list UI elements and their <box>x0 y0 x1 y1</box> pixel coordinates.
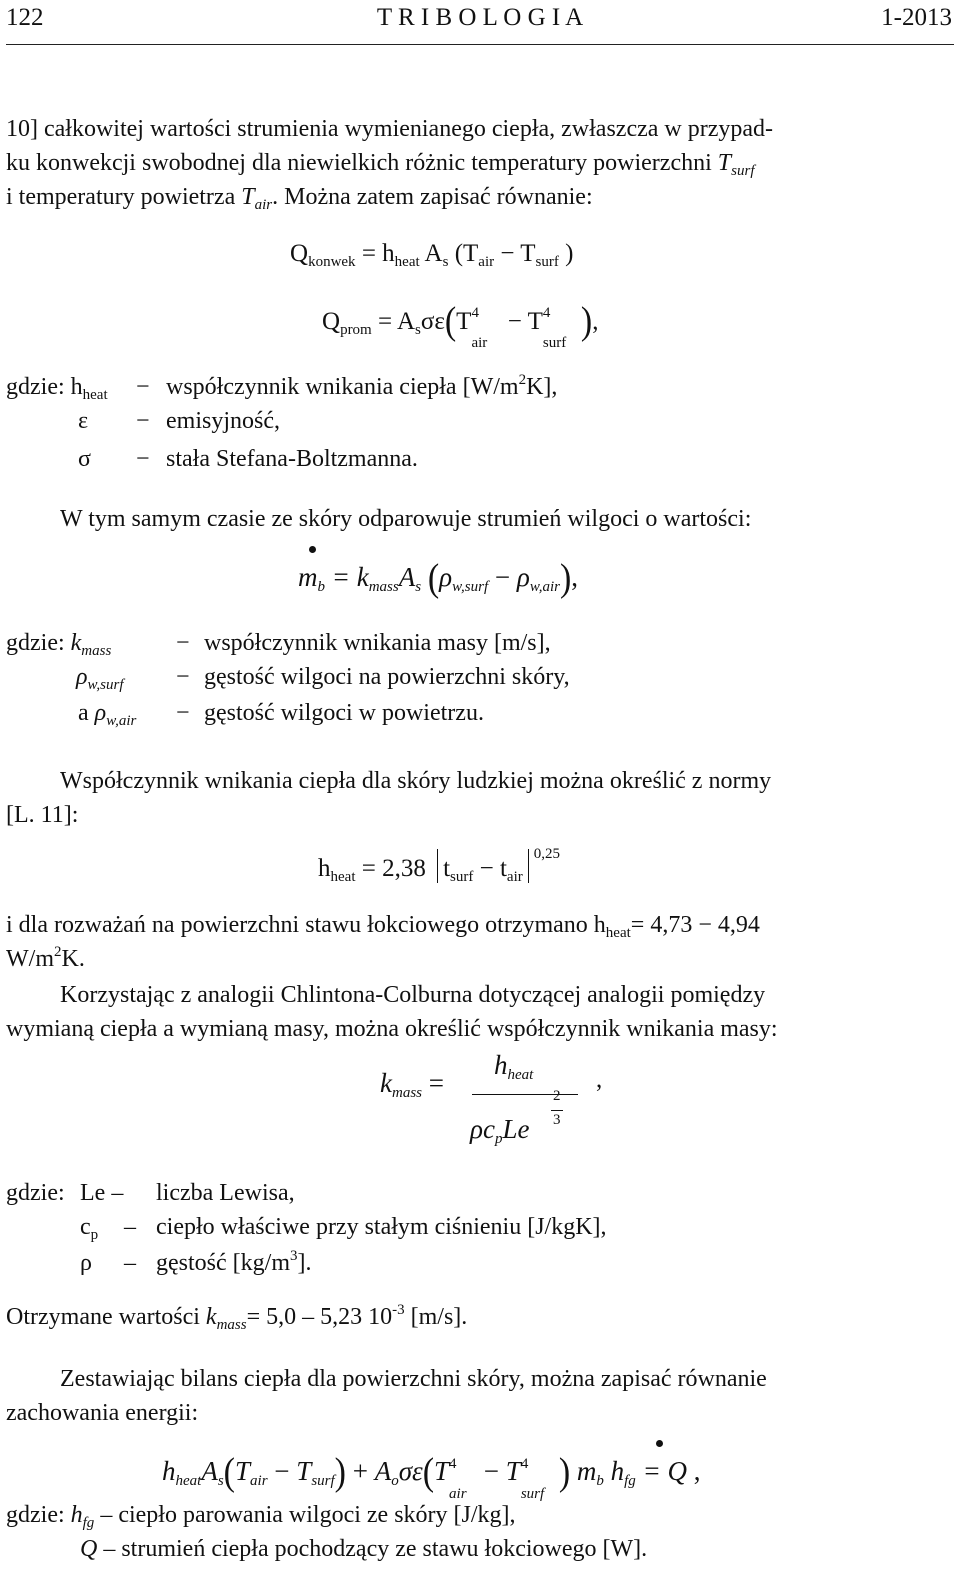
def-text: gęstość wilgoci w powietrzu. <box>204 700 484 726</box>
dash: – <box>124 1250 136 1276</box>
exponent-bar <box>551 1110 563 1111</box>
dash: − <box>136 446 150 472</box>
text-line: $W/m^2K$. <box>6 944 85 972</box>
dash: − <box>176 664 190 690</box>
dot-accent <box>656 1440 663 1447</box>
text-line: ku konwekcji swobodnej dla niewielkich różnic temperatury powierzchni $T_{surf}$ <box>6 150 755 179</box>
paragraph-4 <box>6 908 954 976</box>
dash: − <box>136 408 150 434</box>
equation-radiative: $Q_{prom} = A_s\sigma\varepsilon(T$ 4 air − T 4 surf ), <box>322 300 599 351</box>
def-rho: ρ <box>80 1250 92 1276</box>
header-rule <box>6 44 954 45</box>
def-text: współczynnik wnikania ciepła $[W/m^2K]$, <box>166 372 558 400</box>
text-line: zachowania energii: <box>6 1400 199 1426</box>
dash: − <box>136 374 150 400</box>
fraction-numerator: $h_{heat}$ <box>494 1050 534 1083</box>
text-line: Zestawiając bilans ciepła dla powierzchni skóry, można zapisać równanie <box>60 1366 767 1392</box>
paragraph-5 <box>6 978 954 1046</box>
text-line: Korzystając z analogii Chlintona-Colburna dotyczącej analogii pomiędzy <box>60 982 766 1008</box>
journal-title: T R I B O L O G I A <box>376 4 584 31</box>
def-Le: Le – <box>80 1180 124 1206</box>
def-text: stała Stefana-Boltzmanna. <box>166 446 418 472</box>
dash: − <box>176 700 190 726</box>
text-line: 10] całkowitej wartości strumienia wymienianego ciepła, zwłaszcza w przypad- <box>6 116 774 142</box>
def-k-mass: gdzie: $k_{mass}$ <box>6 630 112 659</box>
equation-k-mass: $k_{mass}$ = <box>380 1068 444 1101</box>
def-rho-air: a $\rho_{w,air}$ <box>78 700 137 729</box>
issue-number: 1-2013 <box>881 4 952 31</box>
def-text: liczba Lewisa, <box>156 1180 295 1206</box>
paragraph-6: Otrzymane wartości $k_{mass}= 5,0 - 5,23$ $10^{-3}$ [m/s]. <box>6 1302 468 1333</box>
def-Q: Q – strumień ciepła pochodzący ze stawu łokciowego [W]. <box>80 1536 648 1562</box>
equation-moisture: $m_b = k_{mass}A_s$ $(\rho_{w,surf} - \rho_{w,air})$, <box>298 557 579 600</box>
paragraph-7 <box>6 1362 954 1430</box>
def-text: ciepło właściwe przy stałym ciśnieniu [J/kgK], <box>156 1214 607 1240</box>
paragraph-3 <box>6 764 954 832</box>
def-text: emisyjność, <box>166 408 280 434</box>
exponent-denominator: 3 <box>553 1112 561 1128</box>
def-text: gęstość $[kg/m^3]$. <box>156 1248 312 1276</box>
dot-accent <box>309 546 316 553</box>
def-text: współczynnik wnikania masy [m/s], <box>204 630 551 656</box>
fraction-denominator: $\rho c_pLe$ <box>470 1114 530 1147</box>
def-text: gęstość wilgoci na powierzchni skóry, <box>204 664 570 690</box>
page-number: 122 <box>6 4 44 31</box>
dash: – <box>124 1214 136 1240</box>
text-line: i dla rozważań na powierzchni stawu łokciowego otrzymano $h_{heat}= 4,73 - 4,94$ <box>6 912 760 941</box>
paragraph-2: W tym samym czasie ze skóry odparowuje strumień wilgoci o wartości: <box>60 506 752 532</box>
def-cp: $c_p$ <box>80 1214 99 1243</box>
text-line: Współczynnik wnikania ciepła dla skóry ludzkiej można określić z normy <box>60 768 772 794</box>
equation-energy-balance: $h_{heat}A_s(T_{air} - T_{surf}) + A_o\sigma\varepsilon(T$ 4 air − T 4 surf ) $m_b$ $h_{fg} = Q$ , <box>162 1451 701 1502</box>
comma: , <box>596 1066 603 1093</box>
equation-convective: $Q_{konwek} = h_{heat}$ $A_s$ ($T_{air} - T_{surf}$ ) <box>290 240 574 270</box>
exponent-numerator: 2 <box>553 1088 561 1104</box>
def-h-heat: gdzie: $h_{heat}$ <box>6 374 108 403</box>
symbol-sigma: σ <box>78 446 91 472</box>
text-line: i temperatury powietrza $T_{air}$. Można zatem zapisać równanie: <box>6 184 593 213</box>
symbol-epsilon: ε <box>78 408 89 434</box>
paragraph-1 <box>6 112 954 214</box>
text-line: [L. 11]: <box>6 802 79 828</box>
equation-heat-coefficient: $h_{heat} = 2,38$ $t_{surf} - t_{air}^{0,25}$ <box>318 846 560 885</box>
fraction-bar <box>472 1094 578 1095</box>
text-line: wymianą ciepła a wymianą masy, można określić współczynnik wnikania masy: <box>6 1016 778 1042</box>
def-rho-surf: $\rho_{w,surf}$ <box>76 664 124 693</box>
def-gdzie: gdzie: <box>6 1180 65 1206</box>
def-h-fg: gdzie: $h_{fg}$ – ciepło parowania wilgoci ze skóry [J/kg], <box>6 1502 516 1531</box>
dash: − <box>176 630 190 656</box>
